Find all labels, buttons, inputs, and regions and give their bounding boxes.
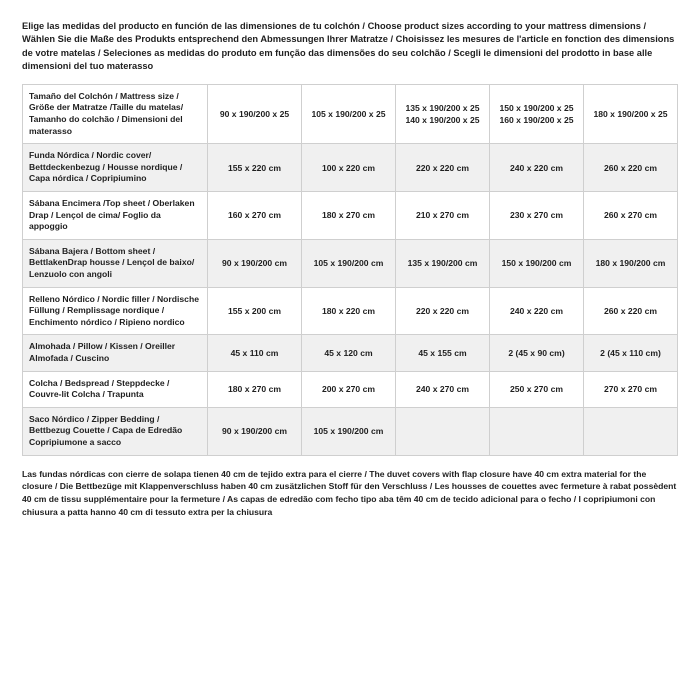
- row-label: Sábana Bajera / Bottom sheet / BettlakenDrap housse / Lençol de baixo/ Lenzuolo con angoli: [23, 239, 208, 287]
- row-value: [396, 407, 490, 455]
- row-value: 240 x 220 cm: [490, 144, 584, 192]
- header-col-3-line-2: 140 x 190/200 x 25: [405, 115, 480, 126]
- row-value: 260 x 270 cm: [584, 192, 678, 240]
- row-value: 155 x 220 cm: [208, 144, 302, 192]
- row-value: 2 (45 x 90 cm): [490, 335, 584, 371]
- row-value: 90 x 190/200 cm: [208, 239, 302, 287]
- row-label: Relleno Nórdico / Nordic filler / Nordische Füllung / Remplissage nordique / Enchimento nórdico / Ripieno nordico: [23, 287, 208, 335]
- row-label: Funda Nórdica / Nordic cover/ Bettdeckenbezug / Housse nordique / Capa nórdica / Copripiumino: [23, 144, 208, 192]
- row-label: Colcha / Bedspread / Steppdecke / Couvre-lit Colcha / Trapunta: [23, 371, 208, 407]
- header-col-4: [490, 84, 584, 143]
- table-row: [23, 407, 678, 455]
- row-value: 155 x 200 cm: [208, 287, 302, 335]
- row-value: 240 x 220 cm: [490, 287, 584, 335]
- header-col-5-line-1: 180 x 190/200 x 25: [593, 109, 668, 120]
- intro-text: Elige las medidas del producto en función de las dimensiones de tu colchón / Choose product sizes according to your mattress dimensions / Wählen Sie die Maße des Produkts entsprechend den Abmessungen Ihrer Matratze / Choisissez les mesures de l'article en fonction des dimensions de votre matelas / Seleciones as medidas do produto em função das dimensões do seu colchão / Scegli le dimensioni del prodotto in base alle dimensioni del tuo materasso: [22, 21, 675, 72]
- row-value: 180 x 270 cm: [302, 192, 396, 240]
- row-value: [584, 407, 678, 455]
- header-col-1: [208, 84, 302, 143]
- row-value: 250 x 270 cm: [490, 371, 584, 407]
- row-value: 45 x 155 cm: [396, 335, 490, 371]
- header-label-cell: Tamaño del Colchón / Mattress size / Größe der Matratze /Taille du matelas/ Tamanho do colchão / Dimensioni del materasso: [23, 84, 208, 143]
- row-value: 90 x 190/200 cm: [208, 407, 302, 455]
- row-value: 100 x 220 cm: [302, 144, 396, 192]
- row-value: 2 (45 x 110 cm): [584, 335, 678, 371]
- header-col-2: [302, 84, 396, 143]
- header-col-4-line-2: 160 x 190/200 x 25: [499, 115, 574, 126]
- table-row: [23, 287, 678, 335]
- header-col-1-line-1: 90 x 190/200 x 25: [219, 109, 290, 120]
- row-value: 160 x 270 cm: [208, 192, 302, 240]
- header-col-5: [584, 84, 678, 143]
- row-value: 220 x 220 cm: [396, 144, 490, 192]
- row-label: Sábana Encimera /Top sheet / Oberlaken Drap / Lençol de cima/ Foglio da appoggio: [23, 192, 208, 240]
- table-header-row: [23, 84, 678, 143]
- row-value: 180 x 190/200 cm: [584, 239, 678, 287]
- row-value: 45 x 110 cm: [208, 335, 302, 371]
- row-value: 200 x 270 cm: [302, 371, 396, 407]
- table-row: [23, 371, 678, 407]
- table-row: [23, 192, 678, 240]
- row-value: [490, 407, 584, 455]
- row-value: 135 x 190/200 cm: [396, 239, 490, 287]
- header-col-4-line-1: 150 x 190/200 x 25: [499, 103, 574, 114]
- row-value: 260 x 220 cm: [584, 144, 678, 192]
- row-value: 240 x 270 cm: [396, 371, 490, 407]
- row-value: 180 x 270 cm: [208, 371, 302, 407]
- bottom-spacer: [22, 519, 678, 690]
- row-label: Almohada / Pillow / Kissen / Oreiller Almofada / Cuscino: [23, 335, 208, 371]
- row-value: 105 x 190/200 cm: [302, 239, 396, 287]
- header-col-3: [396, 84, 490, 143]
- row-value: 260 x 220 cm: [584, 287, 678, 335]
- table-row: [23, 239, 678, 287]
- header-col-3-line-1: 135 x 190/200 x 25: [405, 103, 480, 114]
- table-row: [23, 144, 678, 192]
- row-value: 105 x 190/200 cm: [302, 407, 396, 455]
- row-value: 270 x 270 cm: [584, 371, 678, 407]
- size-table-body: [23, 84, 678, 455]
- footer-note: Las fundas nórdicas con cierre de solapa tienen 40 cm de tejido extra para el cierre / The duvet covers with flap closure have 40 cm extra material for the closure / Die Bettbezüge mit Klappenverschluss haben 40 cm zusätzlichen Stoff für den Verschluss / Les housses de couettes avec fermeture à rabat possèdent 40 cm de tissu supplémentaire pour la fermeture / As capas de edredão com fecho tipo aba têm 40 cm de tecido adicional para o fecho / I copripiumoni con chiusura a patta hanno 40 cm di tessuto extra per la chiusura: [22, 468, 677, 518]
- size-table: [22, 84, 678, 456]
- row-value: 220 x 220 cm: [396, 287, 490, 335]
- row-label: Saco Nórdico / Zipper Bedding / Bettbezug Couette / Capa de Edredão Copripiumone a sacco: [23, 407, 208, 455]
- row-value: 230 x 270 cm: [490, 192, 584, 240]
- row-value: 180 x 220 cm: [302, 287, 396, 335]
- row-value: 210 x 270 cm: [396, 192, 490, 240]
- row-value: 150 x 190/200 cm: [490, 239, 584, 287]
- row-value: 45 x 120 cm: [302, 335, 396, 371]
- header-col-2-line-1: 105 x 190/200 x 25: [311, 109, 386, 120]
- table-row: [23, 335, 678, 371]
